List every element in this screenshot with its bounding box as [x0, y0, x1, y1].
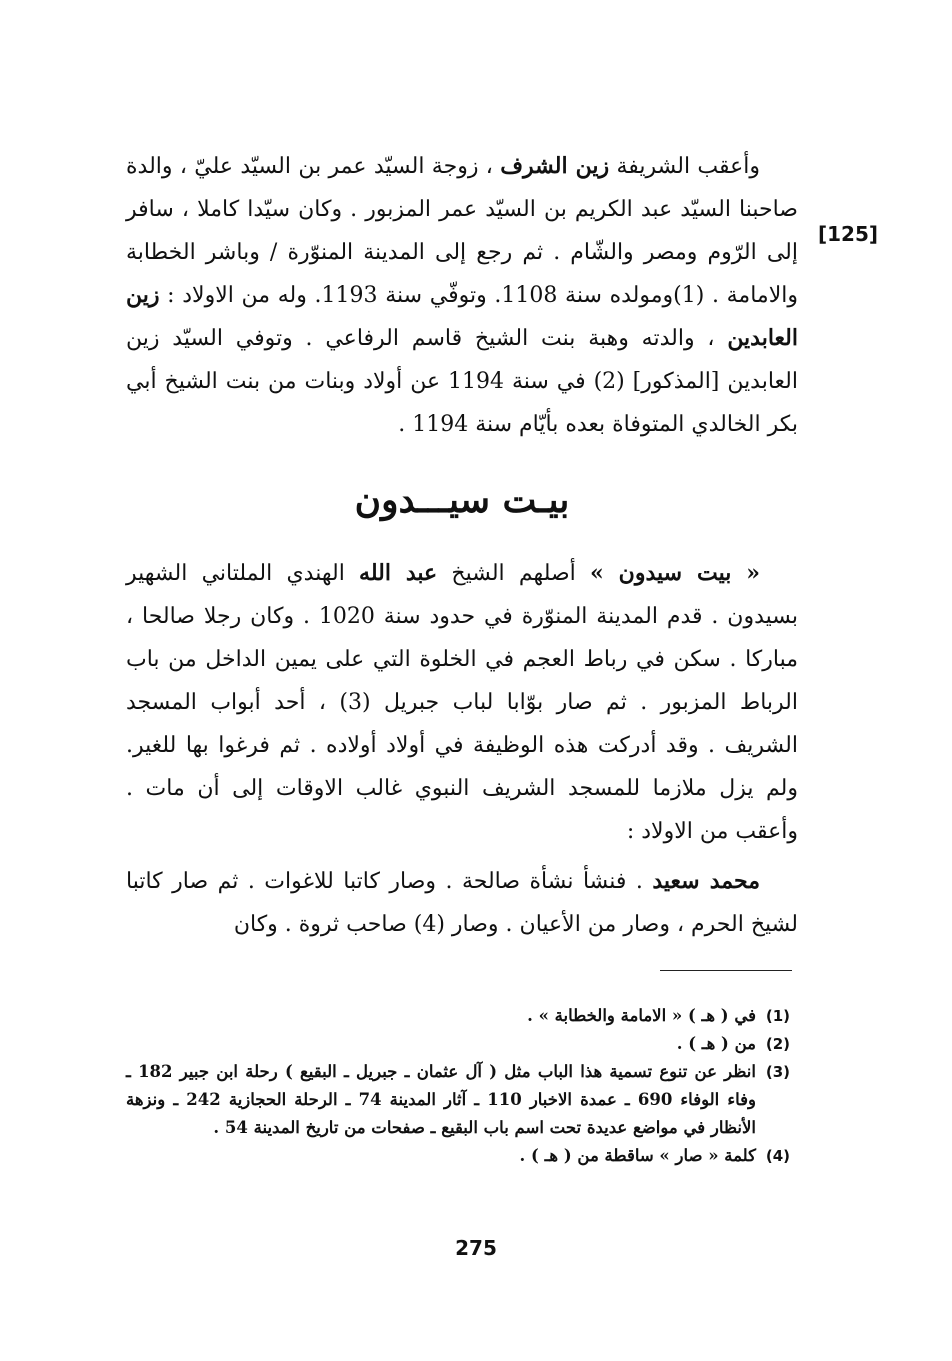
name-muhammad-said: محمد سعيد [652, 868, 760, 894]
section-title: بيـت سيـــدون [354, 479, 570, 521]
paragraph-3-text: . فنشأ نشأة صالحة . وصار كاتبا للاغوات . ثم صار كاتبا لشيخ الحرم ، وصار من الأعيان . وصار (4) صاحب ثروة . وكان [126, 869, 798, 937]
paragraph-1-text: ، زوجة السيّد عمر بن السيّد عليّ ، والدة صاحبنا السيّد عبد الكريم بن السيّد عمر المزبور . وكان سيّدا كاملا ، سافر إلى الرّوم ومصر والشّام . ثم رجع إلى المدينة المنوّرة / وباشر الخطابة والامامة . (1)ومولده سنة 1108. وتوفّي سنة 1193. وله من الاولاد : [126, 154, 798, 308]
footnote-text: من ( هـ ) . [676, 1034, 756, 1053]
footnote-number: (1) [765, 1007, 790, 1025]
page-number: 275 [455, 1236, 497, 1260]
footnotes [126, 1002, 790, 1170]
name-zayn-al-sharaf: زين الشرف [500, 153, 610, 179]
footnote [126, 1058, 790, 1142]
paragraph-2-text: الهندي الملتاني الشهير بسيدون . قدم المدينة المنوّرة في حدود سنة 1020 . وكان رجلا صالحا ، مباركا . سكن في رباط العجم في الخلوة التي على يمين الداخل من باب الرباط المزبور . ثم صار بوّابا لباب جبريل (3) ، أحد أبواب المسجد الشريف . وقد أدركت هذه الوظيفة في أولاد أولاده . ثم فرغوا بها للغير. ولم يزل ملازما للمسجد الشريف النبوي غالب الاوقات إلى أن مات . وأعقب من الاولاد : [126, 561, 798, 844]
footnote-number: (4) [765, 1147, 790, 1165]
footnote-text: في ( هـ ) « الامامة والخطابة » . [527, 1006, 756, 1025]
paragraph-1-lead: وأعقب الشريفة [609, 154, 760, 179]
name-abdullah: عبد الله [359, 560, 438, 586]
footnote-number: (3) [765, 1063, 790, 1081]
name-bayt-saydun: « بيت سيدون » [590, 560, 760, 586]
footnote-number: (2) [765, 1035, 790, 1053]
footnote-text: انظر عن تنوع تسمية هذا الباب مثل ( آل عثمان ـ جبريل ـ البقيع ) رحلة ابن جبير 182 ـ وفاء الوفاء 690 ـ عمدة الاخبار 110 ـ آثار المدينة 74 ـ الرحلة الحجازية 242 ـ ونزهة الأنظار في مواضع عديدة تحت اسم باب البقيع ـ صفحات من تاريخ المدينة 54 . [126, 1062, 756, 1137]
paragraph-3 [126, 860, 798, 946]
paragraph-1 [126, 145, 798, 446]
paragraph-2 [126, 552, 798, 853]
paragraph-2-mid: أصلهم الشيخ [437, 561, 591, 586]
name-zayn-al-abidin: زين العابدين [126, 282, 798, 351]
margin-reference: [125] [818, 222, 879, 246]
footnote-text: كلمة « صار » ساقطة من ( هـ ) . [519, 1146, 756, 1165]
paragraph-1-text-2: ، والدته وهبة بنت الشيخ قاسم الرفاعي . وتوفي السيّد زين العابدين [المذكور] (2) في سنة 1194 عن أولاد وبنات من بنت الشيخ أبي بكر الخالدي المتوفاة بعده بأيّام سنة 1194 . [126, 326, 798, 437]
footnote [126, 1002, 790, 1030]
footnote-divider [660, 970, 792, 971]
footnote [126, 1030, 790, 1058]
footnote [126, 1142, 790, 1170]
